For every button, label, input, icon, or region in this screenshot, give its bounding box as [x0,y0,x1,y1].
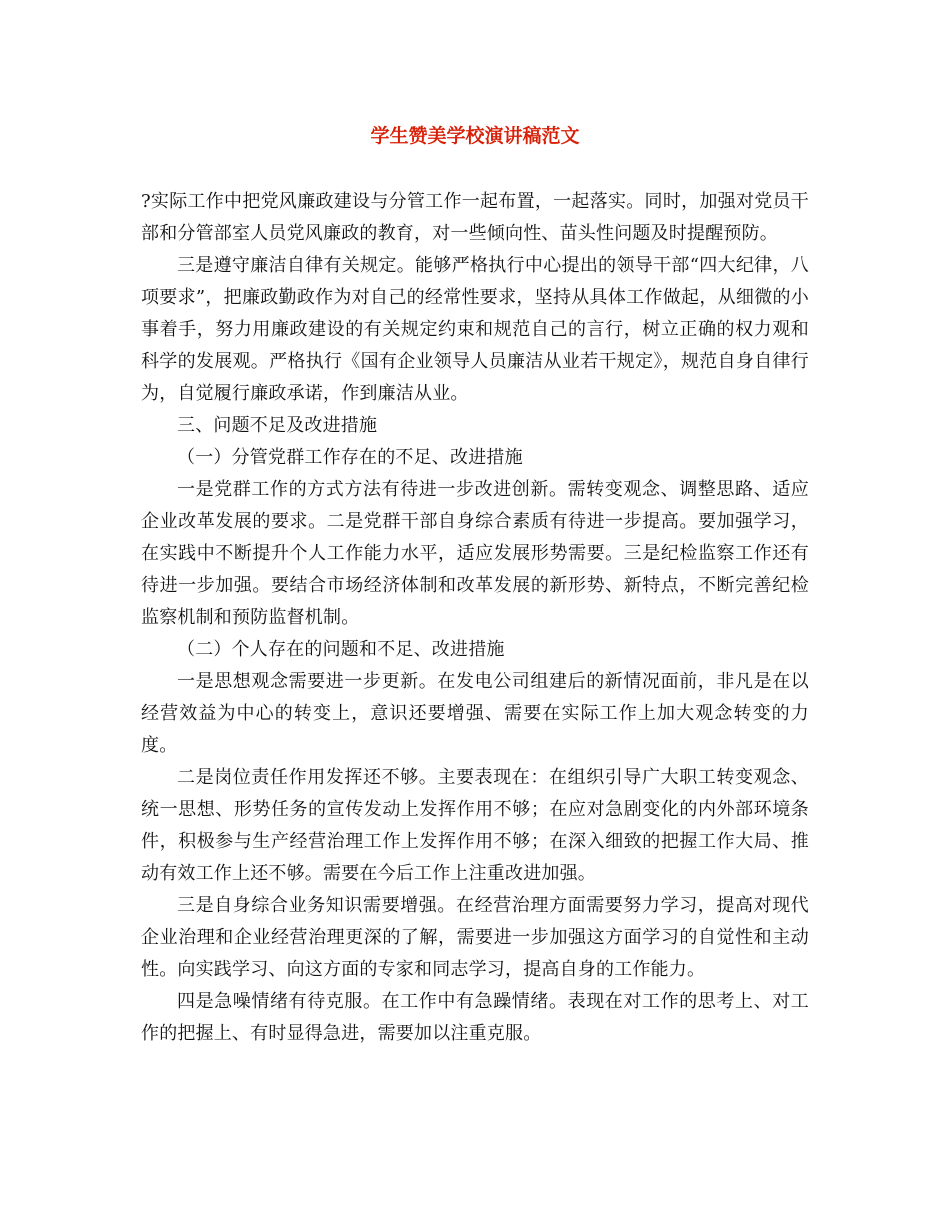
document-title: 学生赞美学校演讲稿范文 [370,125,580,147]
paragraph-impatience: 四是急噪情绪有待克服。在工作中有急躁情绪。表现在对工作的思考上、对工作的把握上、有时显得急进，需要加以注重克服。 [141,991,809,1044]
paragraph-continuation: ?实际工作中把党风廉政建设与分管工作一起布置，一起落实。同时，加强对党员干部和分管部室人员党风廉政的教育，对一些倾向性、苗头性问题及时提醒预防。 [141,191,809,244]
paragraph-thinking-update: 一是思想观念需要进一步更新。在发电公司组建后的新情况面前，非凡是在以经营效益为中心的转变上，意识还要增强、需要在实际工作上加大观念转变的力度。 [141,671,809,756]
paragraph-business-knowledge: 三是自身综合业务知识需要增强。在经营治理方面需要努力学习，提高对现代企业治理和企业经营治理更深的了解，需要进一步加强这方面学习的自觉性和主动性。向实践学习、向这方面的专家和同志学习，提高自身的工作能力。 [141,895,809,980]
paragraph-post-responsibility: 二是岗位责任作用发挥还不够。主要表现在：在组织引导广大职工转变观念、统一思想、形势任务的宣传发动上发挥作用不够；在应对急剧变化的内外部环境条件，积极参与生产经营治理工作上发挥作用不够；在深入细致的把握工作大局、推动有效工作上还不够。需要在今后工作上注重改进加强。 [141,767,809,884]
paragraph-self-discipline: 三是遵守廉洁自律有关规定。能够严格执行中心提出的领导干部“四大纪律，八项要求”，把廉政勤政作为对自己的经常性要求，坚持从具体工作做起，从细微的小事着手，努力用廉政建设的有关规定约束和规范自己的言行，树立正确的权力观和科学的发展观。严格执行《国有企业领导人员廉洁从业若干规定》，规范自身自律行为，自觉履行廉政承诺，作到廉洁从业。 [141,255,809,404]
document-body [141,186,809,1050]
paragraph-party-work-improvements: 一是党群工作的方式方法有待进一步改进创新。需转变观念、调整思路、适应企业改革发展的要求。二是党群干部自身综合素质有待进一步提高。要加强学习，在实践中不断提升个人工作能力水平，适应发展形势需要。三是纪检监察工作还有待进一步加强。要结合市场经济体制和改革发展的新形势、新特点，不断完善纪检监察机制和预防监督机制。 [141,479,809,628]
section-heading-problems: 三、问题不足及改进措施 [177,415,378,436]
subsection-heading-personal: （二）个人存在的问题和不足、改进措施 [177,639,505,660]
subsection-heading-party-work: （一）分管党群工作存在的不足、改进措施 [177,447,523,468]
